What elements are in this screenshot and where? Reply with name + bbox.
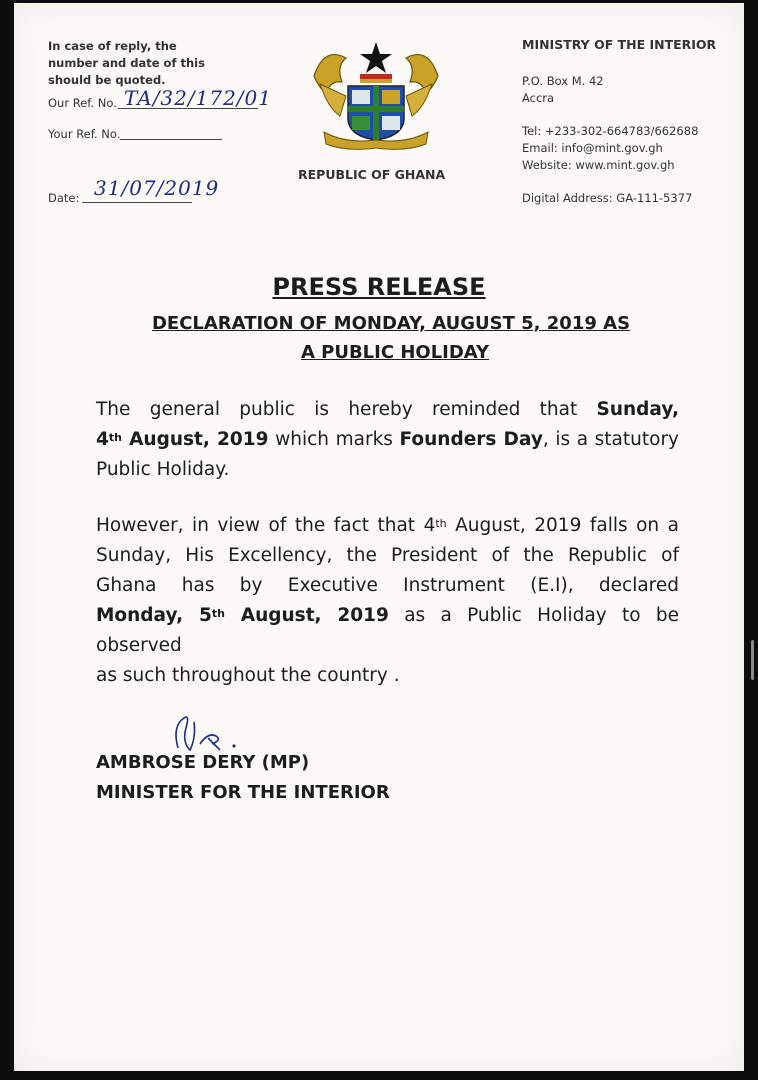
ministry-name: MINISTRY OF THE INTERIOR xyxy=(522,37,717,52)
paragraph-1 xyxy=(96,395,679,485)
reply-note-line: In case of reply, the xyxy=(48,39,177,53)
subheading-line-1: DECLARATION OF MONDAY, AUGUST 5, 2019 AS xyxy=(151,313,631,334)
paragraph-1-line xyxy=(96,395,679,425)
text-run: 4 xyxy=(96,429,109,450)
digital-address: Digital Address: GA-111-5377 xyxy=(522,191,693,205)
screen-edge xyxy=(744,0,758,1080)
text-run: However, in view of the fact that 4 xyxy=(96,515,436,536)
text-run: Monday, 5 xyxy=(96,605,212,626)
text-run: , is a statutory xyxy=(542,429,679,450)
reply-note xyxy=(48,38,205,89)
paragraph-1-line: Public Holiday. xyxy=(96,459,230,480)
text-run: August, 2019 falls on a xyxy=(446,515,679,536)
press-release-heading: PRESS RELEASE xyxy=(272,273,486,301)
text-run: as a Public Holiday to be observed xyxy=(96,605,679,656)
reply-note-line: should be quoted. xyxy=(48,73,166,87)
your-ref-label: Your Ref. No. xyxy=(48,127,121,141)
paragraph-1-line xyxy=(96,425,679,455)
republic-label: REPUBLIC OF GHANA xyxy=(298,167,446,182)
text-run: which marks xyxy=(268,429,400,450)
paragraph-2 xyxy=(96,511,679,691)
scroll-indicator xyxy=(751,640,754,680)
our-ref-label: Our Ref. No. xyxy=(48,96,117,110)
text-run: The general public is hereby reminded that xyxy=(96,399,597,420)
signature xyxy=(164,708,254,758)
postal-address xyxy=(522,73,604,107)
date-label: Date: xyxy=(48,191,80,205)
your-ref-line xyxy=(120,139,222,140)
date-line xyxy=(82,202,192,203)
signatory-title: MINISTER FOR THE INTERIOR xyxy=(96,782,390,803)
website: Website: www.mint.gov.gh xyxy=(522,158,675,172)
bold-run xyxy=(96,429,269,450)
bold-run xyxy=(96,605,389,626)
city: Accra xyxy=(522,91,555,105)
paragraph-2-line xyxy=(96,511,679,541)
paragraph-2-line: Ghana has by Executive Instrument (E.I), declared xyxy=(96,575,679,596)
signature-mark-icon xyxy=(164,708,254,758)
contact-info xyxy=(522,123,698,174)
reply-note-line: number and date of this xyxy=(48,56,205,70)
telephone: Tel: +233-302-664783/662688 xyxy=(522,124,699,138)
superscript: th xyxy=(211,607,225,620)
bold-run: Founders Day xyxy=(399,429,543,450)
signatory-name: AMBROSE DERY (MP) xyxy=(96,752,310,773)
our-ref-value: TA/32/172/01 xyxy=(124,86,272,110)
bold-run: Sunday, xyxy=(596,399,679,420)
coat-of-arms-icon xyxy=(306,36,446,154)
paragraph-2-line: as such throughout the country . xyxy=(96,665,400,686)
date-value: 31/07/2019 xyxy=(94,176,220,200)
paragraph-2-line: Sunday, His Excellency, the President of the Republic of xyxy=(96,545,679,566)
subheading-line-2: A PUBLIC HOLIDAY xyxy=(300,342,490,363)
text-run: August, 2019 xyxy=(224,605,389,626)
text-run: August, 2019 xyxy=(121,429,269,450)
email: Email: info@mint.gov.gh xyxy=(522,141,663,155)
po-box: P.O. Box M. 42 xyxy=(522,74,604,88)
superscript: th xyxy=(435,517,447,530)
paragraph-2-line xyxy=(96,601,679,661)
coat-of-arms xyxy=(306,36,446,154)
superscript: th xyxy=(108,431,122,444)
